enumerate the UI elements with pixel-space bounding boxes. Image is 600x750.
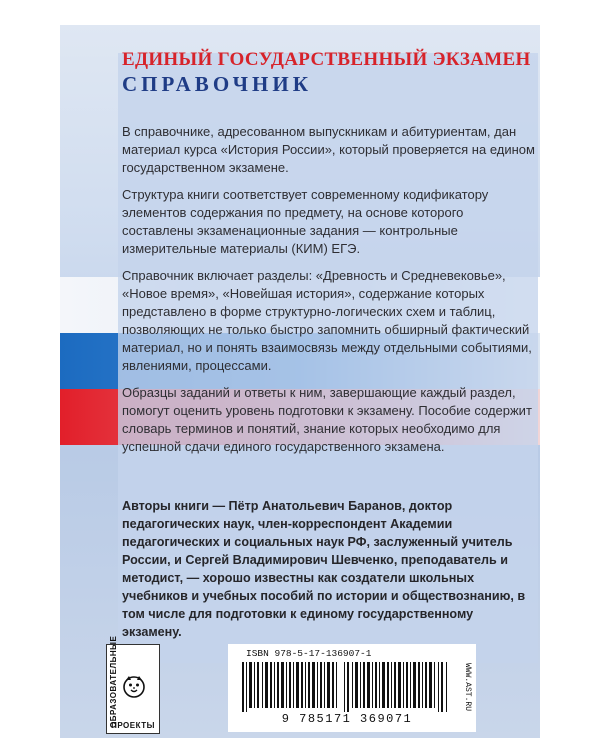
tiger-mascot-icon: [121, 673, 147, 699]
isbn-label: ISBN 978-5-17-136907-1: [246, 648, 372, 659]
description-paragraph: Справочник включает разделы: «Древность и Средневековье», «Новое время», «Новейшая история», содержание которых представлено в форме структурно-логических схем и таблиц, позволяющих не только быстро запомнить обширный фактический материал, но и понять взаимосвязь между отдельными событиями, явлениями, процессами.: [122, 268, 532, 373]
publisher-url: WWW.AST.RU: [463, 662, 472, 711]
publisher-logo: [106, 635, 160, 734]
logo-top-text: ОБРАЗОВАТЕЛЬНЫЕ: [109, 635, 118, 728]
barcode-bars: [242, 662, 452, 712]
description-paragraph: Структура книги соответствует современному кодификатору элементов содержания по предмету, на основе которого составлены экзаменационные задания — контрольные измерительные материалы (КИМ) ЕГЭ.: [122, 187, 489, 256]
series-title: ЕДИНЫЙ ГОСУДАРСТВЕННЫЙ ЭКЗАМЕН: [122, 49, 531, 70]
barcode-box: [228, 644, 476, 732]
barcode-number: 9 785171 369071: [281, 712, 413, 726]
book-subtitle: СПРАВОЧНИК: [122, 72, 312, 96]
logo-bottom-text: ПРОЕКТЫ: [111, 721, 155, 730]
description-paragraph: Образцы заданий и ответы к ним, завершающие каждый раздел, помогут оценить уровень подготовки к экзамену. Пособие содержит словарь терминов и понятий, знание которых необходимо для успешной сдачи единого государственного экзамена.: [122, 385, 532, 454]
back-cover: [60, 25, 540, 738]
authors-paragraph: Авторы книги — Пётр Анатольевич Баранов, доктор педагогических наук, член-корреспондент Академии педагогических и социальных наук РФ, заслуженный учитель России, и Сергей Владимирович Шевченко, преподаватель и методист, — хорошо известны как создатели школьных учебников и учебных пособий по истории и обществознанию, в том числе для подготовки к единому государственному экзамену.: [122, 499, 526, 639]
description-paragraph: В справочнике, адресованном выпускникам и абитуриентам, дан материал курса «История России», который проверяется на едином государственном экзамене.: [122, 124, 535, 175]
